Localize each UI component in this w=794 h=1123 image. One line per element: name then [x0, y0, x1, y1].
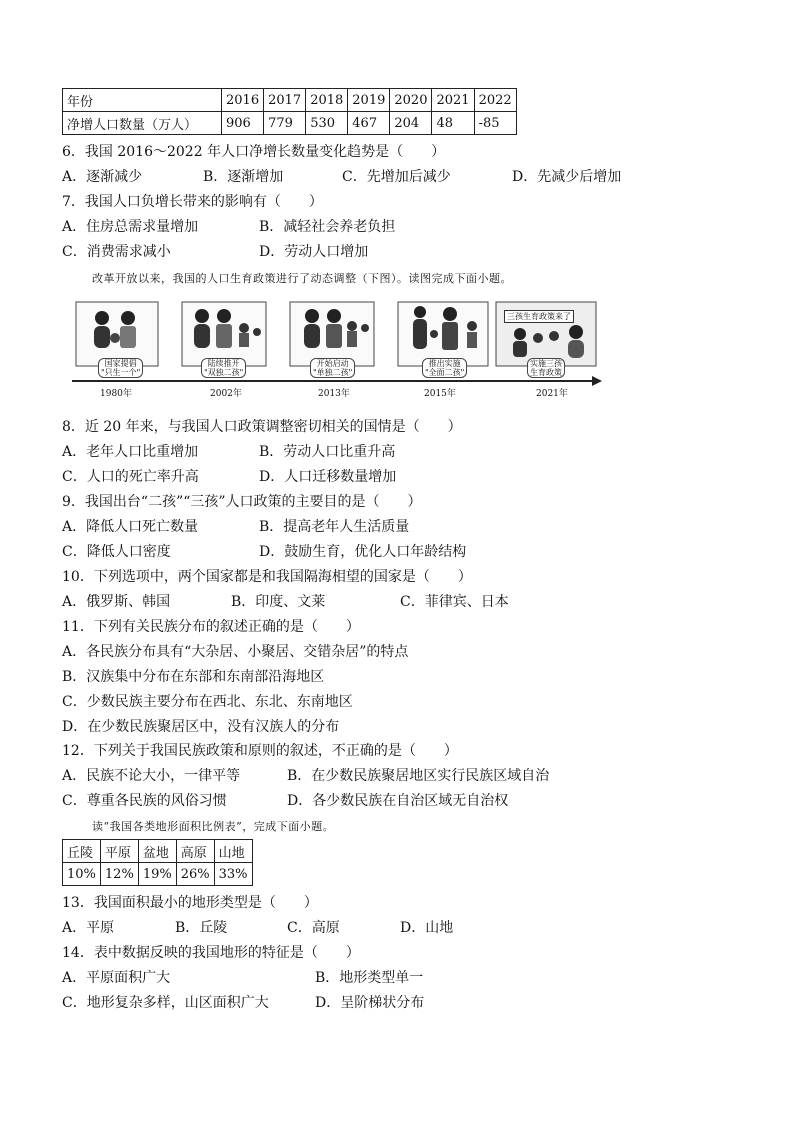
table-header-cell: 2016 — [222, 89, 264, 112]
q6-option-d: D．先减少后增加 — [512, 169, 622, 185]
timeline-caption: 推出实施 "全面二孩" — [422, 358, 467, 378]
table-cell: 12% — [100, 863, 138, 886]
table-header-cell: 平原 — [100, 840, 138, 863]
question-6-stem: 6．我国 2016～2022 年人口净增长数量变化趋势是（ ） — [62, 144, 446, 160]
timeline-year: 2002年 — [210, 389, 242, 399]
q12-option-a: A．民族不论大小，一律平等 — [62, 768, 241, 784]
timeline-caption: 国家提倡 "只生一个" — [98, 358, 143, 378]
intro-timeline: 改革开放以来，我国的人口生育政策进行了动态调整（下图）。读图完成下面小题。 — [92, 272, 512, 285]
timeline-year: 1980年 — [100, 389, 132, 399]
table-header-cell: 2017 — [264, 89, 306, 112]
q10-option-c: C．菲律宾、日本 — [400, 594, 509, 610]
q11-option-a: A．各民族分布具有“大杂居、小聚居、交错杂居”的特点 — [62, 644, 409, 660]
q7-option-d: D．劳动人口增加 — [259, 244, 369, 260]
q7-option-c: C．消费需求减小 — [62, 244, 171, 260]
q14-option-d: D．呈阶梯状分布 — [315, 995, 425, 1011]
table-cell: -85 — [474, 112, 516, 135]
table-header-cell: 山地 — [214, 840, 252, 863]
q12-option-b: B．在少数民族聚居地区实行民族区域自治 — [287, 768, 550, 784]
table-cell: 906 — [222, 112, 264, 135]
table-row — [63, 840, 253, 863]
question-8-stem: 8．近 20 年来，与我国人口政策调整密切相关的国情是（ ） — [62, 419, 462, 435]
q11-option-d: D．在少数民族聚居区中，没有汉族人的分布 — [62, 719, 340, 735]
question-10-stem: 10．下列选项中，两个国家都是和我国隔海相望的国家是（ ） — [62, 569, 472, 585]
table-header-cell: 2020 — [390, 89, 432, 112]
table-cell: 779 — [264, 112, 306, 135]
timeline-caption: 陆续推开 "双独二孩" — [201, 358, 246, 378]
table-cell: 48 — [432, 112, 474, 135]
timeline-caption: 开始启动 "单独二孩" — [310, 358, 355, 378]
q9-option-b: B．提高老年人生活质量 — [259, 519, 410, 535]
q6-option-b: B．逐渐增加 — [203, 169, 284, 185]
q8-option-d: D．人口迁移数量增加 — [259, 469, 397, 485]
policy-timeline-figure — [72, 298, 602, 406]
table-cell: 10% — [63, 863, 101, 886]
table-header-cell: 丘陵 — [63, 840, 101, 863]
q9-option-a: A．降低人口死亡数量 — [62, 519, 199, 535]
table-row — [63, 112, 517, 135]
q10-option-a: A．俄罗斯、韩国 — [62, 594, 171, 610]
timeline-caption: 实施三孩 生育政策 — [527, 358, 565, 378]
q6-option-c: C．先增加后减少 — [342, 169, 451, 185]
table-cell: 467 — [348, 112, 390, 135]
question-12-stem: 12．下列关于我国民族政策和原则的叙述，不正确的是（ ） — [62, 743, 458, 759]
question-9-stem: 9．我国出台“二孩”“三孩”人口政策的主要目的是（ ） — [62, 494, 422, 510]
timeline-year: 2015年 — [424, 389, 456, 399]
intro-terrain: 读“我国各类地形面积比例表”，完成下面小题。 — [92, 820, 335, 833]
table-header-cell: 2021 — [432, 89, 474, 112]
timeline-year: 2013年 — [318, 389, 350, 399]
table-header-cell: 高原 — [176, 840, 214, 863]
question-7-stem: 7．我国人口负增长带来的影响有（ ） — [62, 194, 323, 210]
q12-option-d: D．各少数民族在自治区域无自治权 — [287, 793, 509, 809]
q9-option-c: C．降低人口密度 — [62, 544, 171, 560]
q12-option-c: C．尊重各民族的风俗习惯 — [62, 793, 227, 809]
q8-option-c: C．人口的死亡率升高 — [62, 469, 199, 485]
table-header-cell: 2019 — [348, 89, 390, 112]
table-header-cell: 2022 — [474, 89, 516, 112]
table-cell: 净增人口数量（万人） — [63, 112, 222, 135]
terrain-table — [62, 839, 253, 886]
q14-option-a: A．平原面积广大 — [62, 970, 171, 986]
table-cell: 26% — [176, 863, 214, 886]
question-11-stem: 11．下列有关民族分布的叙述正确的是（ ） — [62, 619, 360, 635]
q13-option-b: B．丘陵 — [175, 920, 228, 936]
q13-option-c: C．高原 — [287, 920, 340, 936]
table-row — [63, 89, 517, 112]
table-header-cell: 2018 — [306, 89, 348, 112]
q10-option-b: B．印度、文莱 — [231, 594, 326, 610]
q11-option-c: C．少数民族主要分布在西北、东北、东南地区 — [62, 694, 353, 710]
table-header-cell: 盆地 — [138, 840, 176, 863]
policy-banner: 三孩生育政策来了 — [504, 310, 574, 323]
q9-option-d: D．鼓励生育，优化人口年龄结构 — [259, 544, 467, 560]
q8-option-a: A．老年人口比重增加 — [62, 444, 199, 460]
table-cell: 204 — [390, 112, 432, 135]
q14-option-b: B．地形类型单一 — [315, 970, 424, 986]
q8-option-b: B．劳动人口比重升高 — [259, 444, 396, 460]
question-14-stem: 14．表中数据反映的我国地形的特征是（ ） — [62, 945, 360, 961]
q14-option-c: C．地形复杂多样，山区面积广大 — [62, 995, 269, 1011]
q7-option-a: A．住房总需求量增加 — [62, 219, 199, 235]
q13-option-a: A．平原 — [62, 920, 115, 936]
population-table — [62, 88, 517, 135]
q6-option-a: A．逐渐减少 — [62, 169, 143, 185]
question-13-stem: 13．我国面积最小的地形类型是（ ） — [62, 895, 318, 911]
q13-option-d: D．山地 — [400, 920, 454, 936]
q11-option-b: B．汉族集中分布在东部和东南部沿海地区 — [62, 669, 325, 685]
table-cell: 530 — [306, 112, 348, 135]
q7-option-b: B．减轻社会养老负担 — [259, 219, 396, 235]
table-row — [63, 863, 253, 886]
table-cell: 33% — [214, 863, 252, 886]
table-header-cell: 年份 — [63, 89, 222, 112]
timeline-year: 2021年 — [536, 389, 568, 399]
table-cell: 19% — [138, 863, 176, 886]
